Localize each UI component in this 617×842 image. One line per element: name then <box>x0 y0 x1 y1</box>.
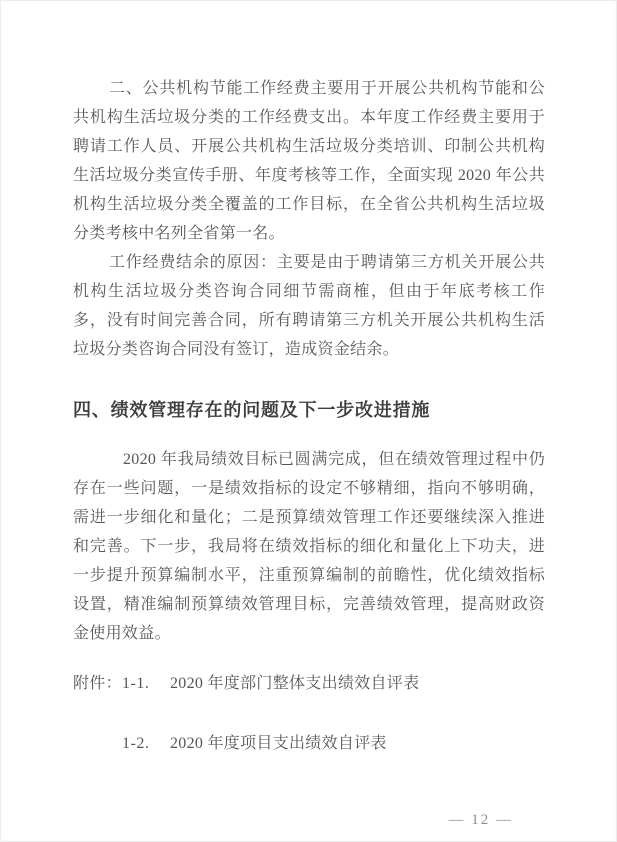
paragraph-performance-issues: 2020 年我局绩效目标已圆满完成，但在绩效管理过程中仍存在一些问题，一是绩效指标的设定不够精细，指向不够明确，需进一步细化和量化；二是预算绩效管理工作还要继续深入推进和完善。下一步，我局将在绩效指标的细化和量化上下功夫，进一步提升预算编制水平，注重预算编制的前瞻性，优化绩效指标设置，精准编制预算绩效管理目标，完善绩效管理，提高财政资金使用效益。 <box>73 451 545 642</box>
attachment-title: 2020 年度部门整体支出绩效自评表 <box>170 675 420 692</box>
page-number: — 12 — <box>448 812 513 828</box>
attachment-number: 1-1. <box>122 675 150 692</box>
paragraph-surplus-reason: 工作经费结余的原因：主要是由于聘请第三方机关开展公共机构生活垃圾分类咨询合同细节需商榷，但由于年底考核工作多，没有时间完善合同，所有聘请第三方机关开展公共机构生活垃圾分类咨询合同没有签订，造成资金结余。 <box>73 254 545 358</box>
document-body <box>73 74 545 758</box>
paragraph-energy-funds: 二、公共机构节能工作经费主要用于开展公共机构节能和公共机构生活垃圾分类的工作经费支出。本年度工作经费主要用于聘请工作人员、开展公共机构生活垃圾分类培训、印制公共机构生活垃圾分类宣传手册、年度考核等工作，全面实现 2020 年公共机构生活垃圾分类全覆盖的工作目标，在全省公共机构生活垃圾分类考核中名列全省第一名。 <box>73 80 545 242</box>
attachment-item <box>73 669 545 698</box>
attachments-list <box>73 669 545 758</box>
section-four-heading: 四、绩效管理存在的问题及下一步改进措施 <box>73 400 431 420</box>
attachment-number: 1-2. <box>122 735 150 752</box>
attachment-title: 2020 年度项目支出绩效自评表 <box>170 735 387 752</box>
attachment-item <box>73 729 545 758</box>
attachments-label: 附件： <box>73 675 122 692</box>
